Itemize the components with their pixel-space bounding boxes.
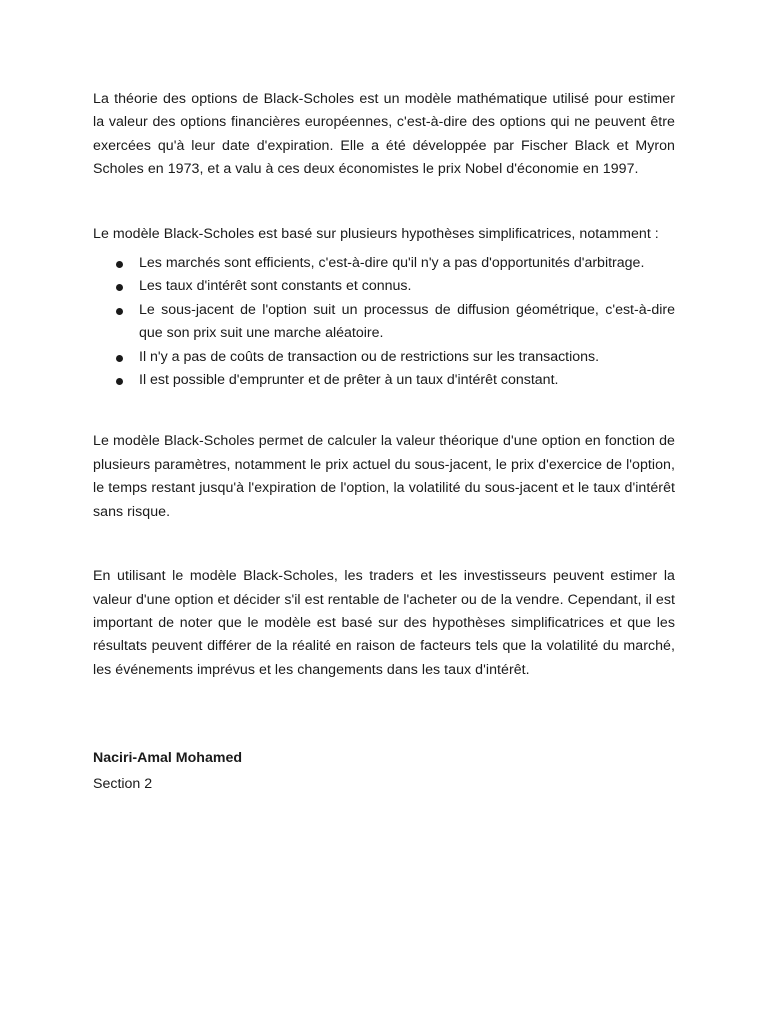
list-item	[93, 252, 675, 275]
bullet-icon	[116, 284, 123, 291]
bullet-icon	[116, 378, 123, 385]
list-item	[93, 369, 675, 392]
bullet-icon	[116, 308, 123, 315]
usage-paragraph: En utilisant le modèle Black-Scholes, les traders et les investisseurs peuvent estimer la valeur d'une option et décider s'il est rentable de l'acheter ou de la vendre. Cependant, il est important de noter que le modèle est basé sur des hypothèses simplificatrices et que les résultats peuvent différer de la réalité en raison de facteurs tels que la volatilité du marché, les événements imprévus et les changements dans les taux d'intérêt.	[93, 568, 675, 678]
bullet-icon	[116, 355, 123, 362]
calculation-paragraph: Le modèle Black-Scholes permet de calculer la valeur théorique d'une option en fonction de plusieurs paramètres, notamment le prix actuel du sous-jacent, le prix d'exercice de l'option, le temps restant jusqu'à l'expiration de l'option, la volatilité du sous-jacent et le taux d'intérêt sans risque.	[93, 433, 675, 520]
list-item-text: Il est possible d'emprunter et de prêter à un taux d'intérêt constant.	[139, 372, 559, 389]
list-item-text: Il n'y a pas de coûts de transaction ou de restrictions sur les transactions.	[139, 348, 600, 365]
list-item	[93, 299, 675, 346]
list-item	[93, 275, 675, 298]
bullet-icon	[116, 261, 123, 268]
list-item-text: Le sous-jacent de l'option suit un processus de diffusion géométrique, c'est-à-dire que son prix suit une marche aléatoire.	[139, 301, 675, 342]
list-item	[93, 346, 675, 369]
list-item-text: Les taux d'intérêt sont constants et connus.	[139, 278, 412, 295]
section-label: Section 2	[93, 775, 153, 792]
author-name: Naciri-Amal Mohamed	[93, 750, 243, 767]
document-page	[93, 88, 675, 796]
list-item-text: Les marchés sont efficients, c'est-à-dire qu'il n'y a pas d'opportunités d'arbitrage.	[139, 255, 645, 272]
hypotheses-intro-paragraph: Le modèle Black-Scholes est basé sur plusieurs hypothèses simplificatrices, notamment :	[93, 225, 659, 242]
intro-paragraph: La théorie des options de Black-Scholes est un modèle mathématique utilisé pour estimer la valeur des options financières européennes, c'est-à-dire des options qui ne peuvent être exercées qu'à leur date d'expiration. Elle a été développée par Fischer Black et Myron Scholes en 1973, et a valu à ces deux économistes le prix Nobel d'économie en 1997.	[93, 91, 675, 178]
hypotheses-list	[93, 252, 675, 392]
